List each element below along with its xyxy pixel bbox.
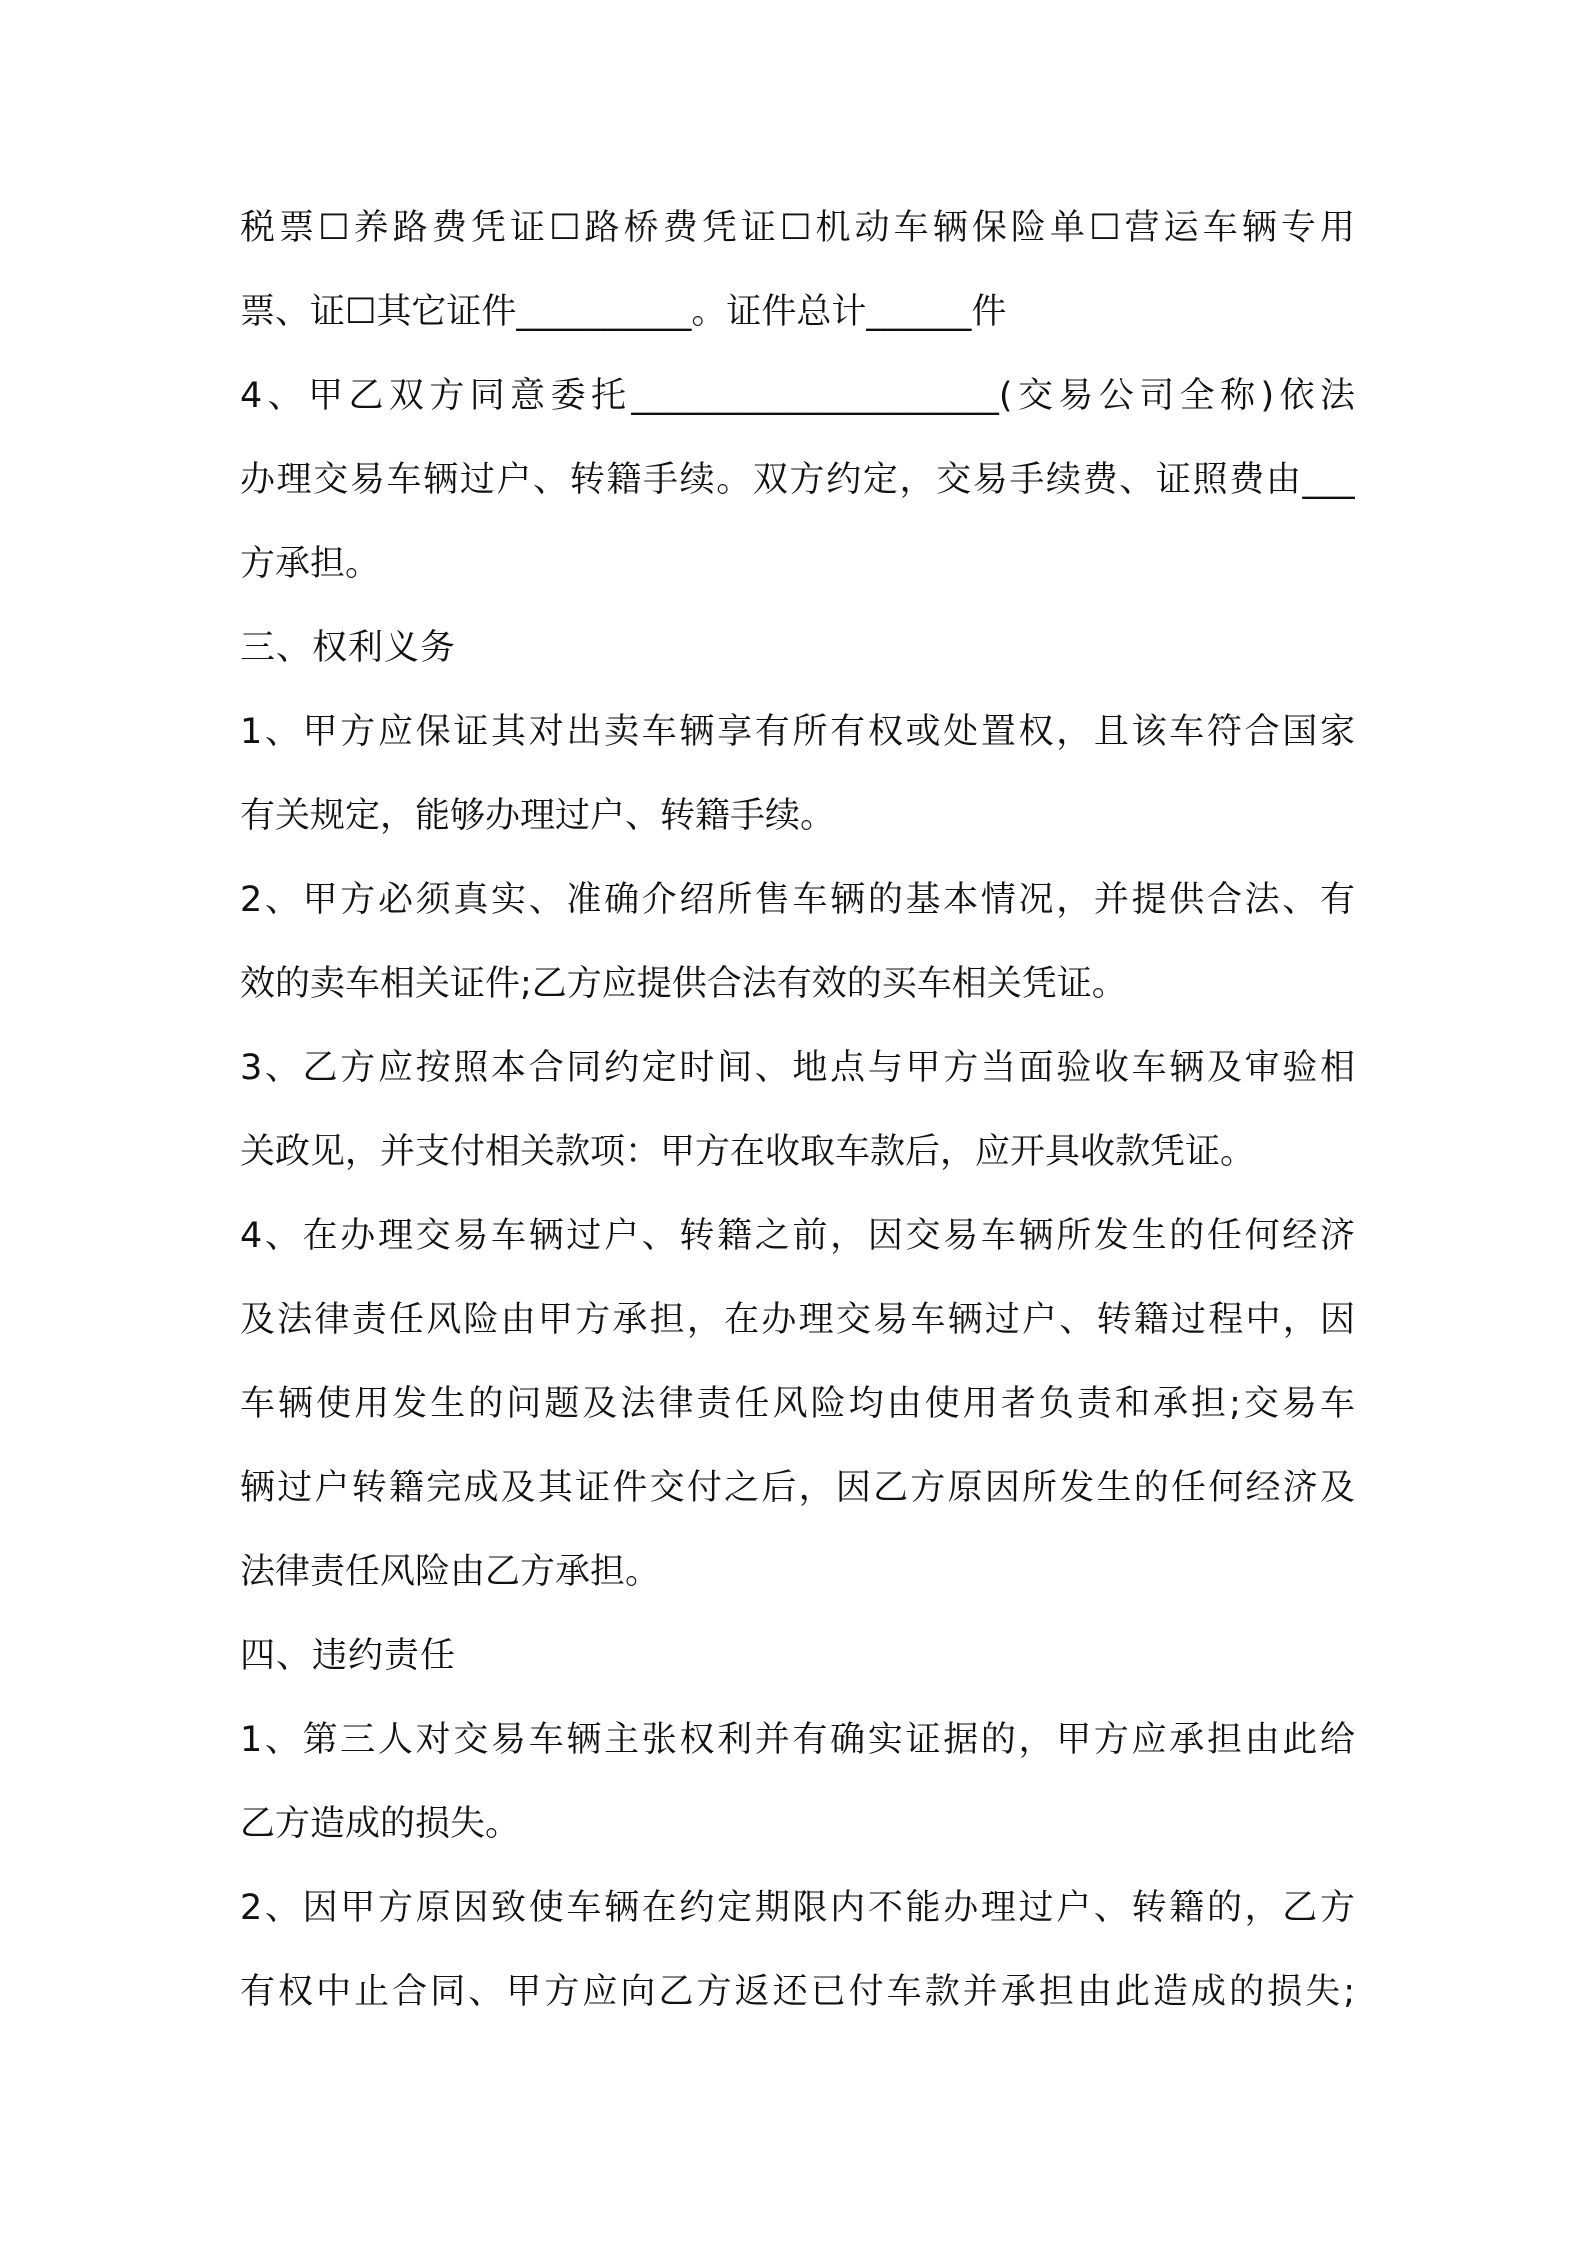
section-heading: 四、违约责任 [240, 1636, 457, 1676]
text-line: 1、甲方应保证其对出卖车辆享有所有权或处置权，且该车符合国家 [240, 712, 1355, 752]
text-line: 4、在办理交易车辆过户、转籍之前，因交易车辆所发生的任何经济 [240, 1216, 1355, 1256]
text-line: 及法律责任风险由甲方承担，在办理交易车辆过户、转籍过程中，因 [240, 1300, 1355, 1340]
text-line: 乙方造成的损失。 [240, 1804, 521, 1844]
text-line: 辆过户转籍完成及其证件交付之后，因乙方原因所发生的任何经济及 [240, 1468, 1355, 1508]
text-line: 效的卖车相关证件;乙方应提供合法有效的买车相关凭证。 [240, 964, 1127, 1004]
text-line: 1、第三人对交易车辆主张权利并有确实证据的，甲方应承担由此给 [240, 1720, 1355, 1760]
section-heading: 三、权利义务 [240, 628, 457, 668]
text-line: 4、甲乙双方同意委托_____________________(交易公司全称)依法 [240, 376, 1355, 416]
text-line: 2、因甲方原因致使车辆在约定期限内不能办理过户、转籍的，乙方 [240, 1888, 1355, 1928]
text-line: 办理交易车辆过户、转籍手续。双方约定，交易手续费、证照费由___ [240, 460, 1355, 500]
text-line: 3、乙方应按照本合同约定时间、地点与甲方当面验收车辆及审验相 [240, 1048, 1355, 1088]
text-line: 法律责任风险由乙方承担。 [240, 1552, 661, 1592]
text-line: 票、证☐其它证件__________。证件总计______件 [240, 292, 1007, 332]
text-line: 方承担。 [240, 544, 381, 584]
text-line: 有权中止合同、甲方应向乙方返还已付车款并承担由此造成的损失; [240, 1972, 1355, 2012]
text-line: 车辆使用发生的问题及法律责任风险均由使用者负责和承担;交易车 [240, 1384, 1355, 1424]
text-line: 2、甲方必须真实、准确介绍所售车辆的基本情况，并提供合法、有 [240, 880, 1355, 920]
text-line: 税票☐养路费凭证☐路桥费凭证☐机动车辆保险单☐营运车辆专用 [240, 208, 1355, 248]
text-line: 关政见，并支付相关款项：甲方在收取车款后，应开具收款凭证。 [240, 1132, 1256, 1172]
text-line: 有关规定，能够办理过户、转籍手续。 [240, 796, 836, 836]
